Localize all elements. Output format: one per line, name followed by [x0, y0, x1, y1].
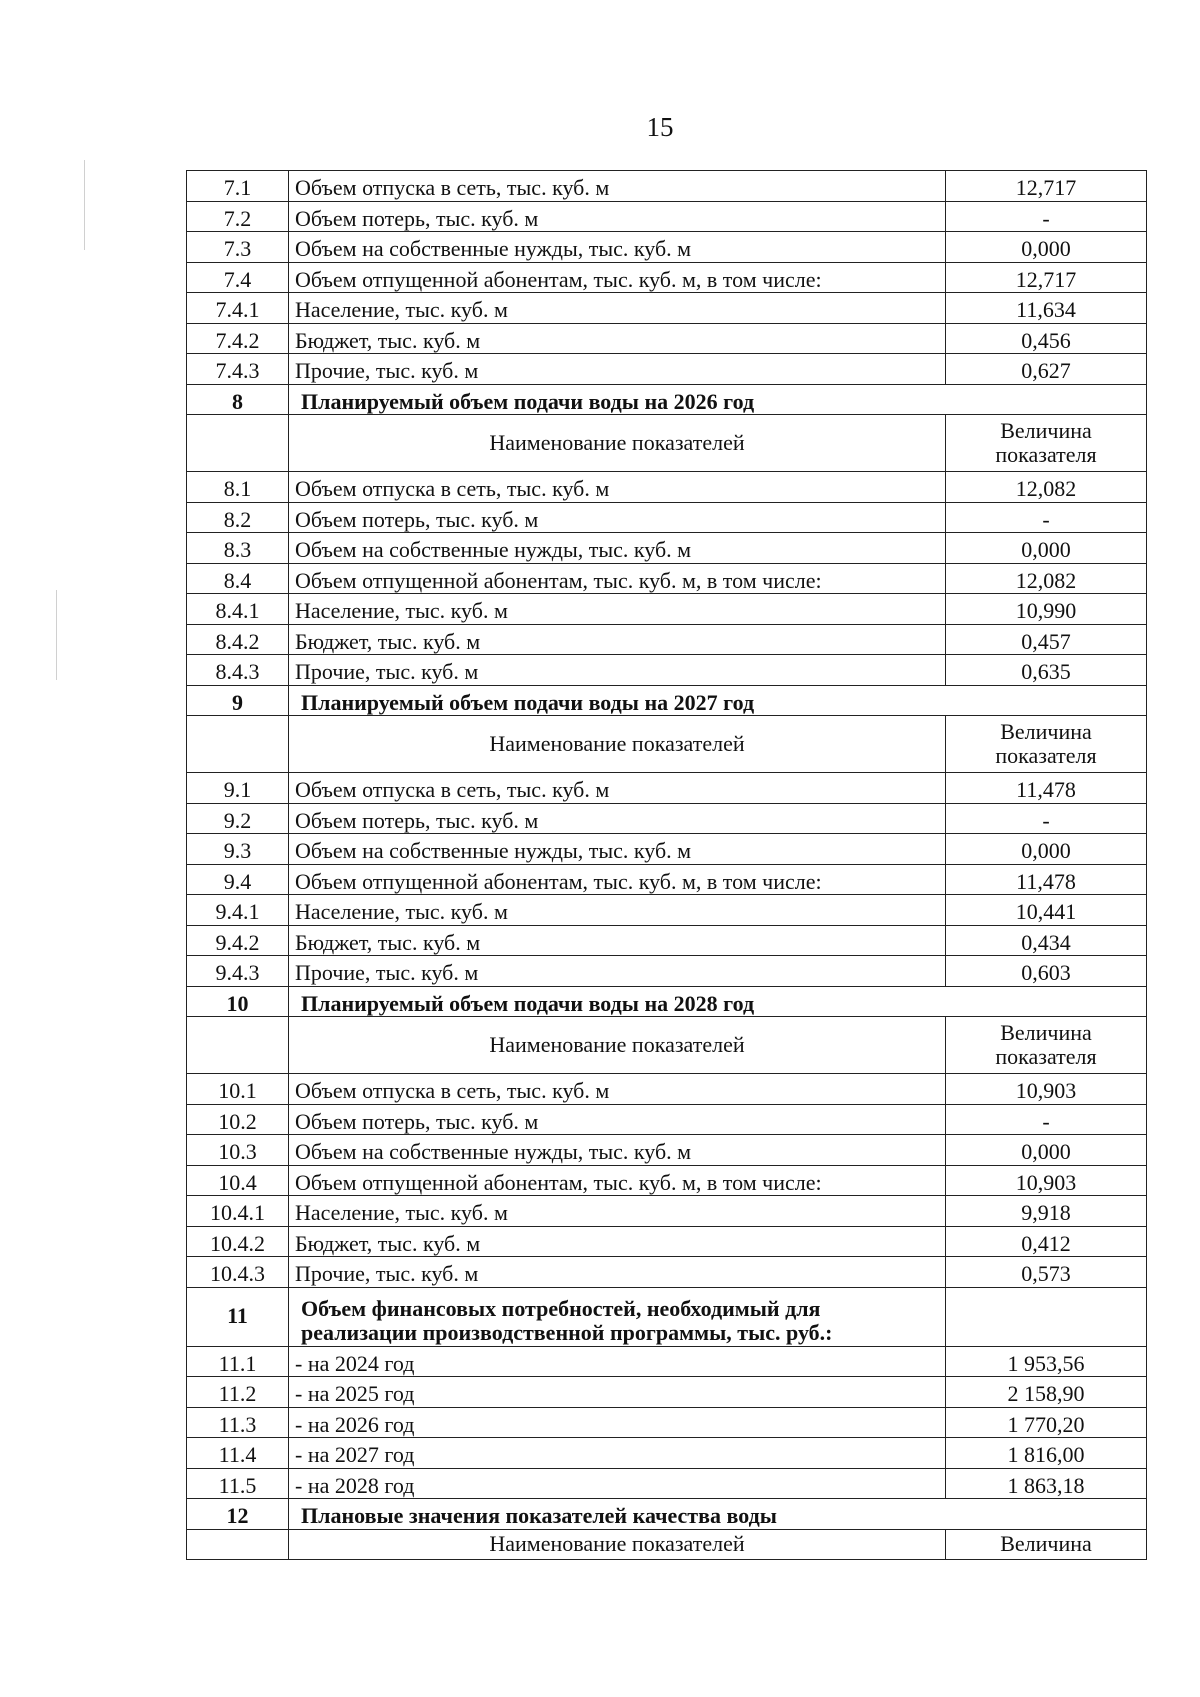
indicator-name: Объем на собственные нужды, тыс. куб. м — [289, 533, 946, 564]
indicator-name: Объем отпущенной абонентам, тыс. куб. м, в том числе: — [289, 262, 946, 293]
indicator-name: Бюджет, тыс. куб. м — [289, 323, 946, 354]
indicator-value: 10,903 — [946, 1074, 1147, 1105]
row-number: 11.5 — [187, 1468, 289, 1499]
section-title: Планируемый объем подачи воды на 2026 год — [289, 384, 1147, 415]
table-row — [187, 1407, 1147, 1438]
section-header-row — [187, 384, 1147, 415]
blank-cell — [187, 415, 289, 472]
indicator-name: Прочие, тыс. куб. м — [289, 655, 946, 686]
indicator-value: 0,603 — [946, 956, 1147, 987]
column-header-name: Наименование показателей — [289, 1017, 946, 1074]
indicator-name: Объем на собственные нужды, тыс. куб. м — [289, 834, 946, 865]
indicator-name: Бюджет, тыс. куб. м — [289, 925, 946, 956]
indicator-name: Объем потерь, тыс. куб. м — [289, 502, 946, 533]
row-number: 7.4 — [187, 262, 289, 293]
row-number: 10.2 — [187, 1104, 289, 1135]
section-number: 9 — [187, 685, 289, 716]
section-title: Планируемый объем подачи воды на 2027 год — [289, 685, 1147, 716]
indicator-value: 12,082 — [946, 472, 1147, 503]
table-row — [187, 1468, 1147, 1499]
blank-cell — [946, 1287, 1147, 1346]
row-number: 8.1 — [187, 472, 289, 503]
table-row — [187, 1438, 1147, 1469]
indicator-value: 0,000 — [946, 1135, 1147, 1166]
indicator-name: Население, тыс. куб. м — [289, 1196, 946, 1227]
table-row — [187, 201, 1147, 232]
section-number: 11 — [187, 1287, 289, 1346]
indicator-value: 11,634 — [946, 293, 1147, 324]
indicator-value: 1 816,00 — [946, 1438, 1147, 1469]
indicator-name: Объем на собственные нужды, тыс. куб. м — [289, 232, 946, 263]
indicator-name: Объем отпуска в сеть, тыс. куб. м — [289, 472, 946, 503]
table-row — [187, 293, 1147, 324]
indicator-name: Объем отпуска в сеть, тыс. куб. м — [289, 1074, 946, 1105]
table-row — [187, 655, 1147, 686]
section-title: Плановые значения показателей качества воды — [289, 1499, 1147, 1530]
table-row — [187, 1135, 1147, 1166]
indicator-value: 2 158,90 — [946, 1377, 1147, 1408]
indicator-name: Прочие, тыс. куб. м — [289, 956, 946, 987]
blank-cell — [187, 1529, 289, 1559]
table-row — [187, 1377, 1147, 1408]
table-row — [187, 533, 1147, 564]
table-row — [187, 502, 1147, 533]
indicator-value: 0,434 — [946, 925, 1147, 956]
section-header-row — [187, 685, 1147, 716]
table-row — [187, 864, 1147, 895]
table-row — [187, 624, 1147, 655]
table-row — [187, 472, 1147, 503]
column-header-row — [187, 1017, 1147, 1074]
indicator-name: Население, тыс. куб. м — [289, 895, 946, 926]
row-number: 9.4.3 — [187, 956, 289, 987]
table-row — [187, 803, 1147, 834]
indicator-name: Объем на собственные нужды, тыс. куб. м — [289, 1135, 946, 1166]
table-row — [187, 956, 1147, 987]
section-title: Планируемый объем подачи воды на 2028 год — [289, 986, 1147, 1017]
indicator-value: 11,478 — [946, 773, 1147, 804]
table-row — [187, 1196, 1147, 1227]
blank-cell — [187, 1017, 289, 1074]
indicator-name: Население, тыс. куб. м — [289, 293, 946, 324]
indicator-name: Объем потерь, тыс. куб. м — [289, 1104, 946, 1135]
indicator-value: 10,441 — [946, 895, 1147, 926]
column-header-value: Величина показателя — [946, 716, 1147, 773]
row-number: 8.2 — [187, 502, 289, 533]
row-number: 11.3 — [187, 1407, 289, 1438]
indicator-value: 0,000 — [946, 232, 1147, 263]
indicator-name: Население, тыс. куб. м — [289, 594, 946, 625]
table-row — [187, 171, 1147, 202]
row-number: 7.2 — [187, 201, 289, 232]
blank-cell — [187, 716, 289, 773]
indicator-name: Прочие, тыс. куб. м — [289, 1257, 946, 1288]
indicator-name: - на 2026 год — [289, 1407, 946, 1438]
indicator-name: - на 2027 год — [289, 1438, 946, 1469]
table-row — [187, 773, 1147, 804]
indicator-value: 10,990 — [946, 594, 1147, 625]
indicator-value: 10,903 — [946, 1165, 1147, 1196]
indicator-name: Бюджет, тыс. куб. м — [289, 624, 946, 655]
indicator-name: Объем отпуска в сеть, тыс. куб. м — [289, 773, 946, 804]
indicator-value: 11,478 — [946, 864, 1147, 895]
indicator-value: - — [946, 1104, 1147, 1135]
indicator-name: Прочие, тыс. куб. м — [289, 354, 946, 385]
indicator-value: 1 863,18 — [946, 1468, 1147, 1499]
indicator-value: 0,000 — [946, 533, 1147, 564]
table-row — [187, 1257, 1147, 1288]
indicator-name: - на 2024 год — [289, 1346, 946, 1377]
indicator-value: 1 953,56 — [946, 1346, 1147, 1377]
table-row — [187, 925, 1147, 956]
section-number: 10 — [187, 986, 289, 1017]
section-header-row — [187, 1499, 1147, 1530]
column-header-value: Величина показателя — [946, 415, 1147, 472]
indicator-value: 0,573 — [946, 1257, 1147, 1288]
row-number: 10.4.3 — [187, 1257, 289, 1288]
section-number: 8 — [187, 384, 289, 415]
indicator-name: - на 2025 год — [289, 1377, 946, 1408]
scan-artifact — [56, 590, 57, 680]
row-number: 9.3 — [187, 834, 289, 865]
indicator-value: 0,412 — [946, 1226, 1147, 1257]
table-row — [187, 1346, 1147, 1377]
row-number: 10.1 — [187, 1074, 289, 1105]
row-number: 8.4.1 — [187, 594, 289, 625]
indicator-value: 12,717 — [946, 262, 1147, 293]
row-number: 7.1 — [187, 171, 289, 202]
column-header-name: Наименование показателей — [289, 716, 946, 773]
section-title: Объем финансовых потребностей, необходимый для реализации производственной программы, тыс. руб.: — [289, 1287, 946, 1346]
indicator-value: 0,457 — [946, 624, 1147, 655]
row-number: 8.4.2 — [187, 624, 289, 655]
indicator-name: Объем потерь, тыс. куб. м — [289, 201, 946, 232]
scan-artifact — [84, 160, 85, 250]
table-row — [187, 1226, 1147, 1257]
row-number: 7.4.3 — [187, 354, 289, 385]
column-header-value: Величина показателя — [946, 1017, 1147, 1074]
indicator-value: - — [946, 803, 1147, 834]
indicator-name: Объем отпущенной абонентам, тыс. куб. м, в том числе: — [289, 563, 946, 594]
row-number: 8.3 — [187, 533, 289, 564]
row-number: 8.4 — [187, 563, 289, 594]
table-row — [187, 323, 1147, 354]
table-row — [187, 1104, 1147, 1135]
row-number: 7.3 — [187, 232, 289, 263]
row-number: 9.4 — [187, 864, 289, 895]
column-header-row — [187, 1529, 1147, 1559]
row-number: 10.4.2 — [187, 1226, 289, 1257]
row-number: 7.4.2 — [187, 323, 289, 354]
column-header-name: Наименование показателей — [289, 415, 946, 472]
indicator-name: Объем отпущенной абонентам, тыс. куб. м, в том числе: — [289, 864, 946, 895]
row-number: 11.2 — [187, 1377, 289, 1408]
table-row — [187, 895, 1147, 926]
table-row — [187, 1165, 1147, 1196]
indicator-value: - — [946, 201, 1147, 232]
table-row — [187, 834, 1147, 865]
table-row — [187, 262, 1147, 293]
column-header-row — [187, 415, 1147, 472]
section-header-row — [187, 1287, 1147, 1346]
column-header-value: Величина — [946, 1529, 1147, 1559]
row-number: 9.4.2 — [187, 925, 289, 956]
page-number: 15 — [646, 112, 674, 142]
indicator-name: Объем отпущенной абонентам, тыс. куб. м, в том числе: — [289, 1165, 946, 1196]
row-number: 10.4.1 — [187, 1196, 289, 1227]
row-number: 10.3 — [187, 1135, 289, 1166]
indicator-name: Объем отпуска в сеть, тыс. куб. м — [289, 171, 946, 202]
indicator-value: 12,082 — [946, 563, 1147, 594]
indicator-value: 1 770,20 — [946, 1407, 1147, 1438]
production-program-table — [186, 170, 1147, 1560]
row-number: 9.2 — [187, 803, 289, 834]
indicator-value: - — [946, 502, 1147, 533]
indicator-name: Бюджет, тыс. куб. м — [289, 1226, 946, 1257]
row-number: 9.1 — [187, 773, 289, 804]
indicator-value: 0,000 — [946, 834, 1147, 865]
indicator-value: 0,627 — [946, 354, 1147, 385]
column-header-name: Наименование показателей — [289, 1529, 946, 1559]
row-number: 11.1 — [187, 1346, 289, 1377]
indicator-value: 0,456 — [946, 323, 1147, 354]
table-row — [187, 594, 1147, 625]
indicator-value: 0,635 — [946, 655, 1147, 686]
table-row — [187, 1074, 1147, 1105]
column-header-row — [187, 716, 1147, 773]
indicator-value: 12,717 — [946, 171, 1147, 202]
indicator-name: - на 2028 год — [289, 1468, 946, 1499]
indicator-value: 9,918 — [946, 1196, 1147, 1227]
section-header-row — [187, 986, 1147, 1017]
row-number: 10.4 — [187, 1165, 289, 1196]
section-number: 12 — [187, 1499, 289, 1530]
row-number: 7.4.1 — [187, 293, 289, 324]
indicator-name: Объем потерь, тыс. куб. м — [289, 803, 946, 834]
table-row — [187, 354, 1147, 385]
table-row — [187, 563, 1147, 594]
table-row — [187, 232, 1147, 263]
row-number: 11.4 — [187, 1438, 289, 1469]
row-number: 8.4.3 — [187, 655, 289, 686]
row-number: 9.4.1 — [187, 895, 289, 926]
